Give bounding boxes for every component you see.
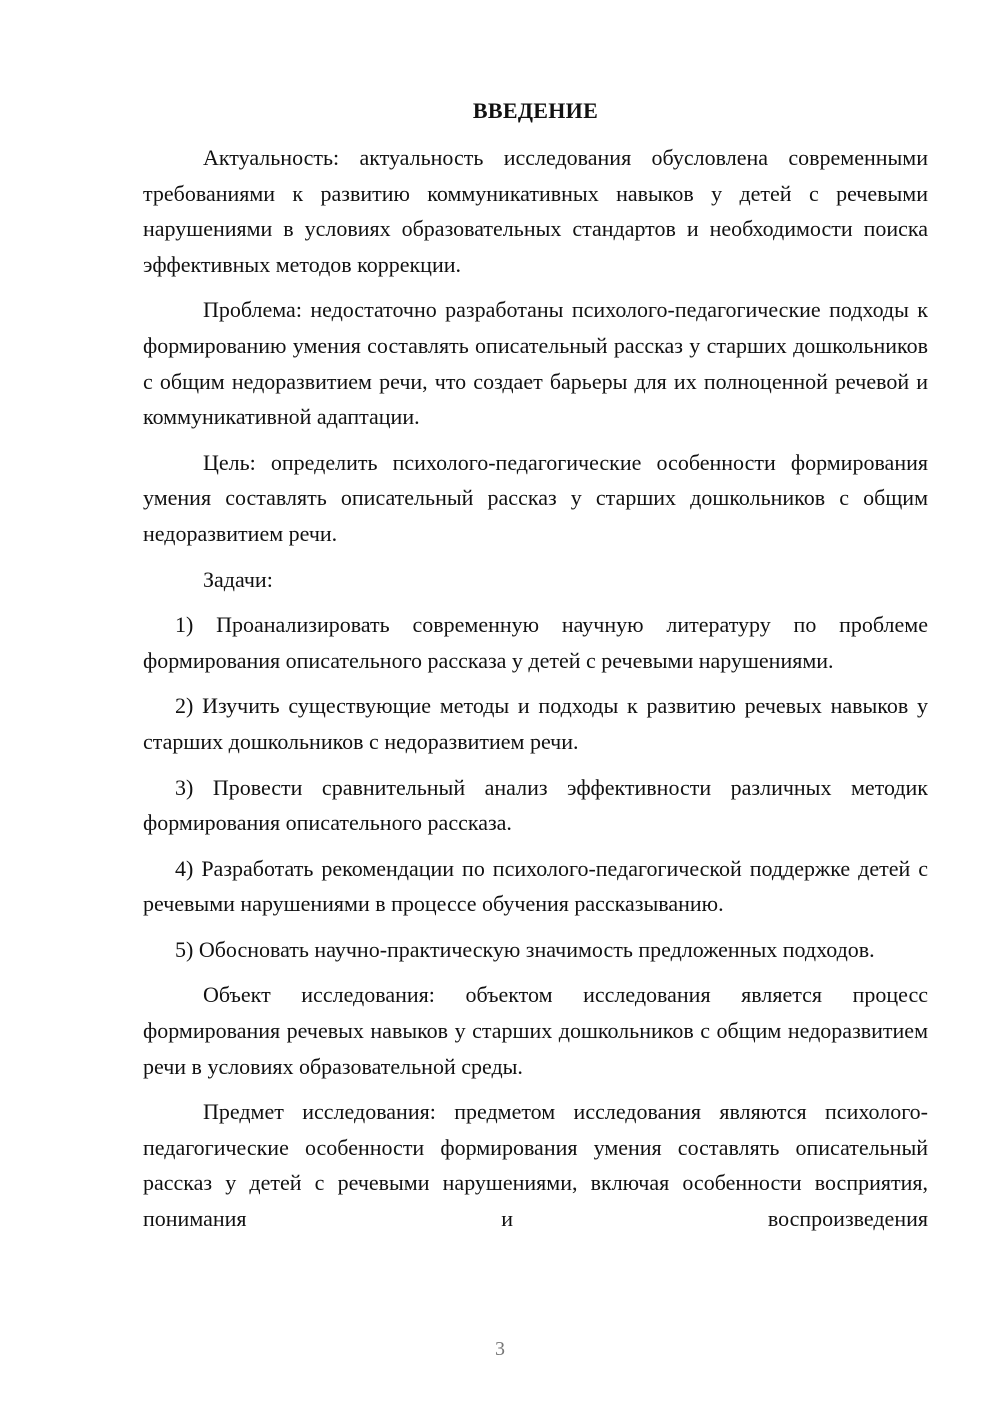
task-item: 1) Проанализировать современную научную литературу по проблеме формирования описательного рассказа у детей с речевыми нарушениями. [143, 612, 928, 673]
task-item: 5) Обосновать научно-практическую значимость предложенных подходов. [175, 936, 875, 962]
subject-paragraph: Предмет исследования: предметом исследования являются психолого-педагогические особенности формирования умения составлять описательный рассказ у детей с речевыми нарушениями, включая особенности восприятия, понимания и воспроизведения [143, 1099, 928, 1232]
section-heading: ВВЕДЕНИЕ [472, 98, 599, 123]
relevance-paragraph: Актуальность: актуальность исследования обусловлена современными требованиями к развитию коммуникативных навыков у детей с речевыми нарушениями в условиях образовательных стандартов и необходимости поиска эффективных методов коррекции. [143, 145, 928, 277]
task-item: 3) Провести сравнительный анализ эффективности различных методик формирования описательного рассказа. [143, 774, 928, 836]
goal-paragraph: Цель: определить психолого-педагогические особенности формирования умения составлять описательный рассказ у старших дошкольников с общим недоразвитием речи. [143, 449, 928, 546]
tasks-label: Задачи: [203, 566, 273, 592]
page-number: 3 [495, 1338, 505, 1360]
problem-paragraph: Проблема: недостаточно разработаны психолого-педагогические подходы к формированию умения составлять описательный рассказ у старших дошкольников с общим недоразвитием речи, что создает барьеры для их полноценной речевой и коммуникативной адаптации. [143, 297, 928, 430]
task-item: 2) Изучить существующие методы и подходы к развитию речевых навыков у старших дошкольников с недоразвитием речи. [143, 693, 928, 754]
object-paragraph: Объект исследования: объектом исследования является процесс формирования речевых навыков у старших дошкольников с общим недоразвитием речи в условиях образовательной среды. [143, 982, 928, 1079]
task-item: 4) Разработать рекомендации по психолого-педагогической поддержке детей с речевыми нарушениями в процессе обучения рассказыванию. [143, 855, 928, 917]
